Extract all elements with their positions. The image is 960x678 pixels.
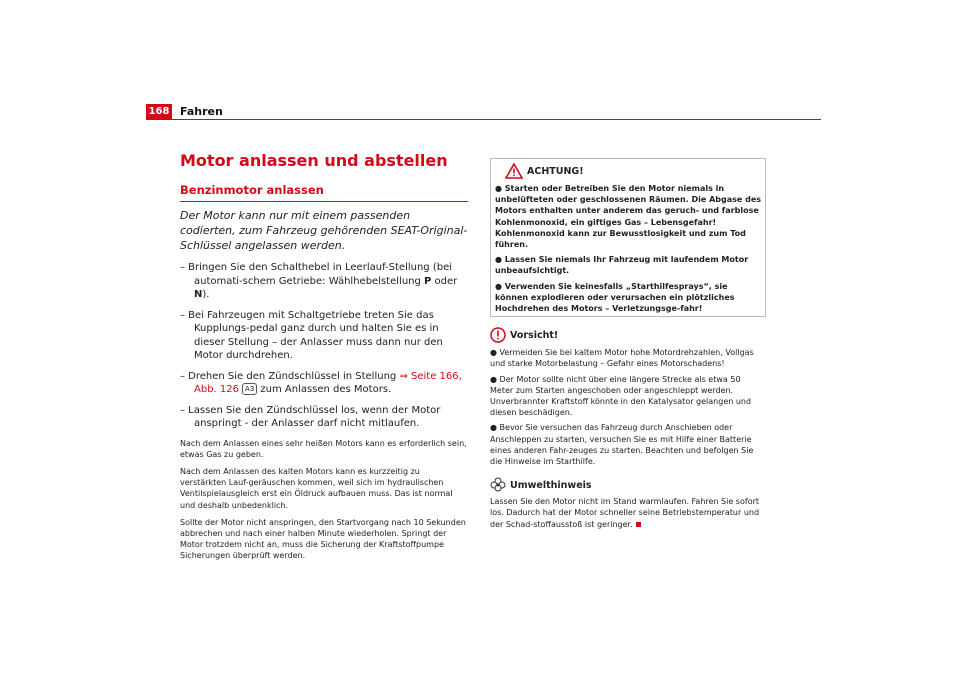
warning-item: ● Verwenden Sie keinesfalls „Starthilfesprays“, sie können explodieren oder verursachen ein plötzliches Hochdrehen des Motors – Verletzungsge-fahr! xyxy=(495,281,735,314)
step-list xyxy=(180,261,468,431)
step-item xyxy=(180,370,468,397)
bullet-icon: ● xyxy=(495,281,502,291)
environment-title: Umwelthinweis xyxy=(510,479,592,491)
flower-environment-icon xyxy=(490,477,506,493)
subsection-rule xyxy=(180,201,468,202)
bullet-icon: ● xyxy=(495,255,502,265)
step-item xyxy=(180,261,468,302)
subsection-title: Benzinmotor anlassen xyxy=(180,183,324,197)
gear-p-label: P xyxy=(424,275,432,287)
caution-item: ● Der Motor sollte nicht über eine längere Strecke als etwa 50 Meter zum Starten angeschoben oder angeschleppt werden. Unverbrannter Kraftstoff könnte in den Katalysator gelangen und diesen beschädigen. xyxy=(490,374,752,418)
bullet-icon: ● xyxy=(495,184,502,193)
note-paragraph: Sollte der Motor nicht anspringen, den Startvorgang nach 10 Sekunden abbrechen und nach einer halben Minute wiederholen. Springt der Motor trotzdem nicht an, muss die Sicherung der Kraftstoffpumpe Sicherungen überprüft werden. xyxy=(180,517,466,561)
page-number: 168 xyxy=(146,104,172,119)
bullet-icon: ● xyxy=(490,423,497,433)
end-of-section-marker xyxy=(636,522,641,527)
step-text: oder xyxy=(431,275,458,287)
right-column xyxy=(490,158,766,530)
note-paragraph: Nach dem Anlassen des kalten Motors kann es kurzzeitig zu verstärkten Lauf-geräuschen kommen, weil sich im hydraulischen Ventilspielausgleich erst ein Öldruck aufbauen muss. Das ist normal und deshalb unbedenklich. xyxy=(180,466,453,510)
environment-header xyxy=(490,477,766,493)
header-title: Fahren xyxy=(180,105,223,118)
caution-item: ● Vermeiden Sie bei kaltem Motor hohe Motordrehzahlen, Vollgas und starke Motorbelastung – Gefahr eines Motorschadens! xyxy=(490,348,754,369)
section-title: Motor anlassen und abstellen xyxy=(180,151,448,170)
header-rule xyxy=(146,119,821,120)
intro-text: Der Motor kann nur mit einem passenden codierten, zum Fahrzeug gehörenden SEAT-Original-Schlüssel angelassen werden. xyxy=(180,209,468,252)
step-item: – Bei Fahrzeugen mit Schaltgetriebe treten Sie das Kupplungs-pedal ganz durch und halten Sie es in dieser Stellung – der Anlasser muss dann nur den Motor durchdrehen. xyxy=(180,309,443,361)
caution-header xyxy=(490,327,766,343)
bullet-icon: ● xyxy=(490,348,497,358)
step-item: – Lassen Sie den Zündschlüssel los, wenn der Motor anspringt - der Anlasser darf nicht mitlaufen. xyxy=(180,404,441,429)
warning-triangle-icon xyxy=(505,163,523,179)
gear-n-label: N xyxy=(194,289,203,300)
warning-box xyxy=(490,158,766,317)
step-text: zum Anlassen des Motors. xyxy=(257,384,392,395)
bullet-icon: ● xyxy=(490,374,497,384)
figure-callout-badge: A3 xyxy=(242,383,257,395)
warning-title: ACHTUNG! xyxy=(527,165,584,177)
step-text: – Drehen Sie den Zündschlüssel in Stellung xyxy=(180,370,400,382)
step-text: – Bringen Sie den Schalthebel in Leerlauf-Stellung (bei automati-schem Getriebe: Wählhebelstellung xyxy=(180,262,453,287)
caution-title: Vorsicht! xyxy=(510,329,559,341)
environment-text: Lassen Sie den Motor nicht im Stand warmlaufen. Fahren Sie sofort los. Dadurch hat der Motor schneller seine Betriebstemperatur und der Schad-stoffausstoß ist geringer. xyxy=(490,497,760,529)
warning-header xyxy=(505,163,765,179)
caution-exclamation-icon xyxy=(490,327,506,343)
left-column xyxy=(180,150,468,562)
caution-item: ● Bevor Sie versuchen das Fahrzeug durch Anschieben oder Anschleppen zu starten, versuchen Sie es mit Hilfe einer Batterie eines anderen Fahr-zeuges zu starten. Beachten und befolgen Sie die Hinweise im Starthilfe. xyxy=(490,423,754,467)
page-reference-link[interactable]: ⇒ Seite 166, Abb. 126 xyxy=(194,370,462,395)
warning-item: ● Lassen Sie niemals Ihr Fahrzeug mit laufendem Motor unbeaufsichtigt. xyxy=(495,255,749,276)
note-paragraph: Nach dem Anlassen eines sehr heißen Motors kann es erforderlich sein, etwas Gas zu geben. xyxy=(180,438,467,459)
warning-item: ● Starten oder Betreiben Sie den Motor niemals in unbelüfteten oder geschlossenen Räumen. Die Abgase des Motors enthalten unter anderem das geruch- und farblose Kohlenmonoxid, ein giftiges Gas – Lebensgefahr! Kohlenmonoxid kann zur Bewusstlosigkeit und zum Tod führen. xyxy=(495,184,762,250)
step-text: ). xyxy=(202,289,210,300)
